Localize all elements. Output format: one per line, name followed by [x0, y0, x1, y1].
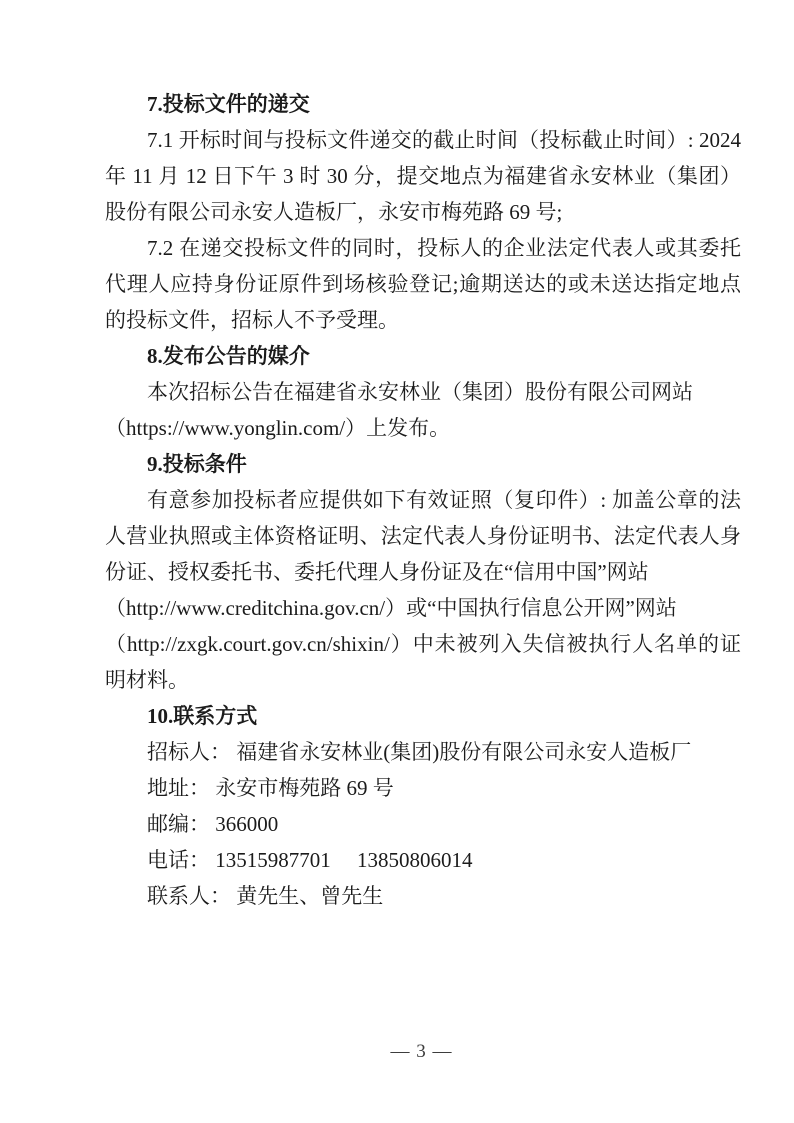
text-line: 联系人： 黄先生、曾先生 — [147, 884, 384, 908]
text-line: 招标人： 福建省永安林业(集团)股份有限公司永安人造板厂 — [147, 740, 692, 764]
text-line: 代理人应持身份证原件到场核验登记;逾期送达的或未送达指定地点 — [105, 272, 741, 296]
text-line: 7.2 在递交投标文件的同时，投标人的企业法定代表人或其委托 — [147, 236, 741, 260]
section-heading: 10.联系方式 — [147, 704, 258, 728]
page-number: — 3 — — [390, 1041, 453, 1062]
text-line: 邮编： 366000 — [147, 812, 279, 836]
document-text — [105, 86, 741, 914]
text-line: 人营业执照或主体资格证明、法定代表人身份证明书、法定代表人身 — [105, 524, 741, 548]
section-heading: 7.投标文件的递交 — [147, 92, 310, 116]
text-line: （http://www.creditchina.gov.cn/）或“中国执行信息公开网”网站 — [105, 596, 677, 620]
text-line: 电话： 13515987701 13850806014 — [147, 848, 473, 872]
section-heading: 8.发布公告的媒介 — [147, 344, 310, 368]
text-line: （http://zxgk.court.gov.cn/shixin/）中未被列入失信被执行人名单的证 — [105, 632, 741, 656]
text-line: 7.1 开标时间与投标文件递交的截止时间（投标截止时间）: 2024 — [147, 128, 741, 152]
text-line: 年 11 月 12 日下午 3 时 30 分，提交地点为福建省永安林业（集团） — [105, 164, 741, 188]
section-heading: 9.投标条件 — [147, 452, 247, 476]
text-line: （https://www.yonglin.com/）上发布。 — [105, 416, 451, 440]
page-footer — [0, 1034, 794, 1070]
text-line: 明材料。 — [105, 668, 189, 692]
text-line: 股份有限公司永安人造板厂，永安市梅苑路 69 号; — [105, 200, 563, 224]
text-line: 地址： 永安市梅苑路 69 号 — [147, 776, 394, 800]
text-line: 有意参加投标者应提供如下有效证照（复印件）: 加盖公章的法 — [147, 488, 741, 512]
text-line: 本次招标公告在福建省永安林业（集团）股份有限公司网站 — [147, 380, 693, 404]
text-line: 的投标文件，招标人不予受理。 — [105, 308, 399, 332]
text-line: 份证、授权委托书、委托代理人身份证及在“信用中国”网站 — [105, 560, 649, 584]
